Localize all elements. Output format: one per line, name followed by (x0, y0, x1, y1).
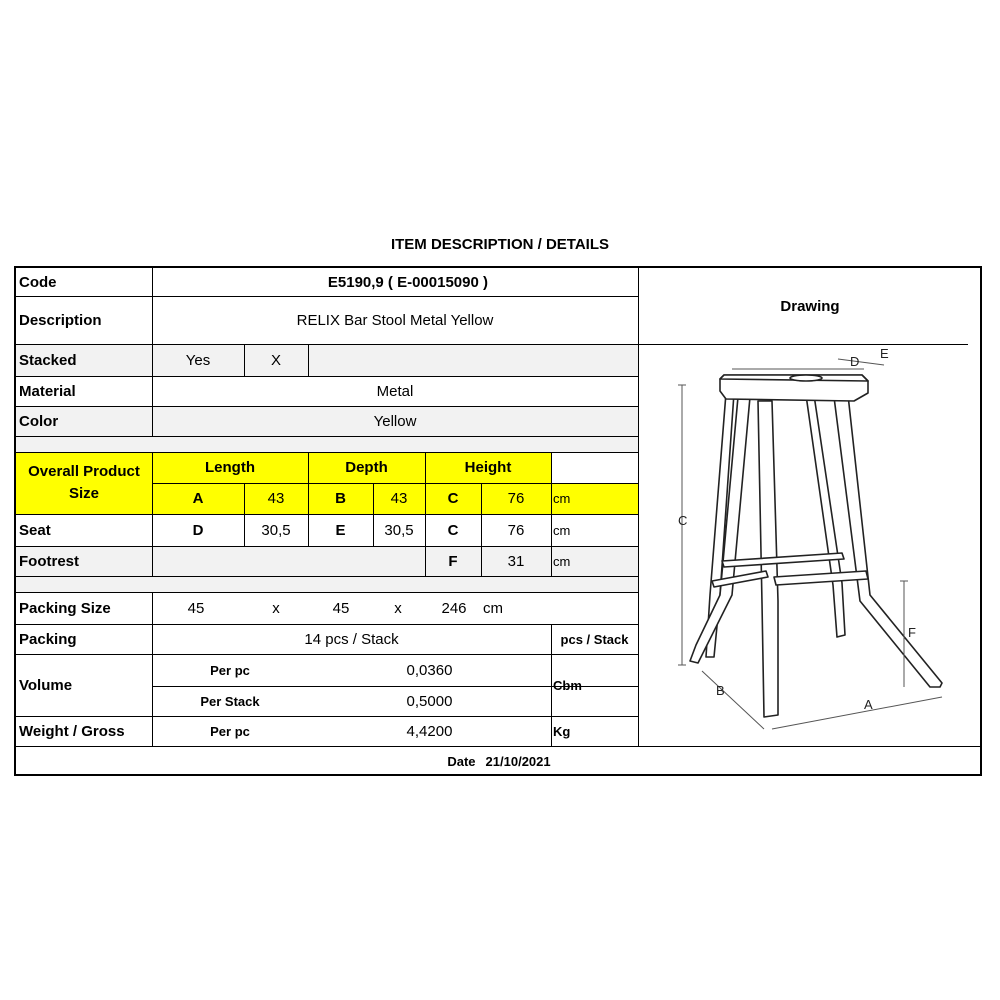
overall-c-label: C (447, 490, 459, 507)
overall-a-value: 43 (267, 490, 285, 507)
drawing-label-f: F (908, 625, 916, 640)
footrest-label: Footrest (19, 552, 79, 570)
seat-c-value: 76 (507, 521, 525, 539)
date-label: Date (447, 753, 476, 769)
drawing-label-e: E (880, 346, 889, 361)
footrest-f-label: F (448, 552, 458, 570)
dimension-line-b (702, 671, 764, 729)
drawing-title: Drawing (780, 297, 840, 315)
seat-d-value: 30,5 (261, 521, 291, 539)
packing-size-height: 246 (441, 599, 467, 617)
stacked-mark: X (270, 351, 281, 369)
footrest-unit: cm (553, 553, 571, 569)
description-label: Description (19, 311, 102, 329)
color-value: Yellow (373, 412, 417, 430)
material-value: Metal (376, 382, 414, 400)
overall-b-label: B (335, 490, 346, 507)
volume-per-stack-label: Per Stack (200, 693, 260, 709)
packing-size-label: Packing Size (19, 599, 111, 617)
footrest-f-value: 31 (507, 552, 525, 570)
spacer-row-2 (16, 576, 638, 592)
packing-size-x2: x (394, 599, 402, 617)
weight-per-pc-label: Per pc (210, 723, 250, 739)
overall-b-value: 43 (390, 490, 408, 507)
volume-per-stack-value: 0,5000 (406, 692, 453, 710)
color-label: Color (19, 412, 59, 430)
seat-unit: cm (553, 522, 571, 538)
rung-back (722, 553, 844, 567)
stacked-label: Stacked (19, 351, 77, 369)
seat-label: Seat (19, 521, 51, 539)
seat-d-label: D (192, 521, 204, 539)
dimension-line-e (838, 359, 884, 365)
weight-unit: Kg (553, 723, 571, 739)
overall-size-label-line1: Overall Product (28, 463, 140, 480)
packing-size-width: 45 (332, 599, 350, 617)
seat-c-label: C (447, 521, 459, 539)
stool-drawing (638, 345, 982, 745)
volume-per-pc-label: Per pc (210, 662, 250, 678)
spacer-row-1 (16, 436, 638, 452)
height-header: Height (464, 459, 512, 476)
length-header: Length (205, 459, 255, 476)
volume-unit: Cbm (553, 677, 582, 693)
drawing-label-b: B (716, 683, 725, 698)
weight-label: Weight / Gross (19, 722, 125, 740)
packing-unit: pcs / Stack (560, 631, 629, 647)
packing-value: 14 pcs / Stack (304, 630, 399, 648)
document-title: ITEM DESCRIPTION / DETAILS (390, 236, 610, 253)
drawing-label-a: A (864, 697, 873, 712)
rung-front (774, 571, 868, 585)
spec-sheet (14, 266, 982, 776)
drawing-label-d: D (850, 354, 860, 369)
volume-per-pc-value: 0,0360 (406, 661, 453, 679)
overall-size-label (16, 452, 152, 514)
description-value: RELIX Bar Stool Metal Yellow (296, 311, 494, 329)
overall-unit: cm (553, 491, 571, 506)
depth-header: Depth (345, 459, 388, 476)
drawing-label-c: C (678, 513, 688, 528)
overall-a-label: A (192, 490, 204, 507)
seat-e-value: 30,5 (384, 521, 414, 539)
packing-size-x1: x (272, 599, 280, 617)
material-label: Material (19, 382, 76, 400)
dimension-line-a (772, 697, 942, 729)
packing-size-length: 45 (187, 599, 205, 617)
packing-label: Packing (19, 630, 77, 648)
code-label: Code (19, 273, 57, 291)
code-value: E5190,9 ( E-00015090 ) (327, 273, 488, 291)
weight-value: 4,4200 (406, 722, 453, 740)
seat-e-label: E (335, 521, 346, 539)
overall-size-label-line2: Size (68, 485, 99, 502)
stacked-yes: Yes (185, 351, 211, 369)
packing-size-unit: cm (483, 599, 503, 617)
date-value: 21/10/2021 (485, 753, 551, 769)
volume-label: Volume (19, 676, 73, 694)
overall-c-value: 76 (507, 490, 525, 507)
front-right-leg (834, 395, 942, 687)
date-row (16, 746, 982, 776)
seat-hole (790, 375, 822, 381)
